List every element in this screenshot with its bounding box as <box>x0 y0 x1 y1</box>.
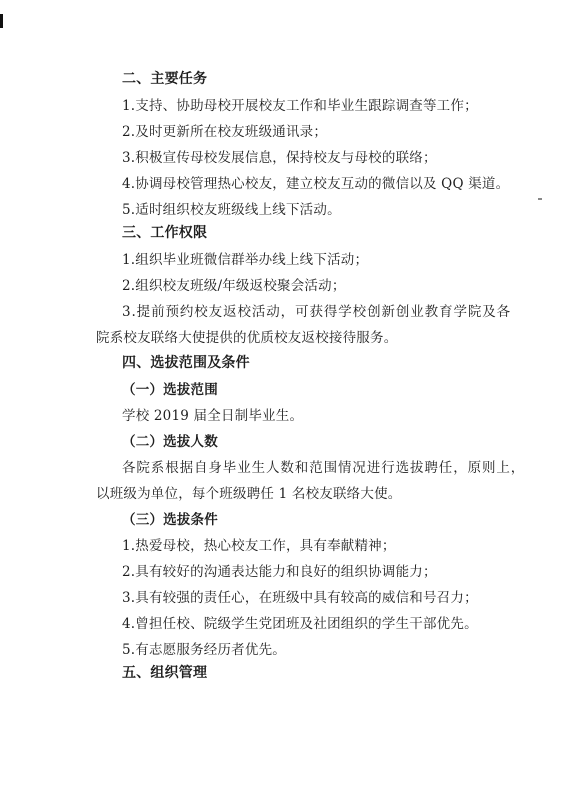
section-heading-selection: 四、选拔范围及条件 <box>122 355 250 371</box>
task-item-3: 3.积极宣传母校发展信息，保持校友与母校的联络； <box>122 150 437 166</box>
authority-item-3-line2: 院系校友联络大使提供的优质校友返校接待服务。 <box>96 330 398 346</box>
scan-speck <box>538 198 542 200</box>
quota-line-2: 以班级为单位，每个班级聘任 1 名校友联络大使。 <box>96 486 402 502</box>
authority-item-3-line1: 3.提前预约校友返校活动，可获得学校创新创业教育学院及各 <box>122 304 512 320</box>
section-heading-tasks: 二、主要任务 <box>122 71 208 87</box>
condition-item-1: 1.热爱母校，热心校友工作，具有奉献精神； <box>122 538 396 554</box>
task-item-1: 1.支持、协助母校开展校友工作和毕业生跟踪调查等工作； <box>122 98 478 114</box>
scan-edge-mark <box>0 14 3 28</box>
authority-item-1: 1.组织毕业班微信群举办线上线下活动； <box>122 252 369 268</box>
condition-item-5: 5.有志愿服务经历者优先。 <box>122 642 286 658</box>
subheading-scope: （一）选拔范围 <box>122 382 218 398</box>
section-heading-management: 五、组织管理 <box>122 665 208 681</box>
task-item-5: 5.适时组织校友班级线上线下活动。 <box>122 202 341 218</box>
condition-item-3: 3.具有较强的责任心，在班级中具有较高的威信和号召力； <box>122 590 478 606</box>
subheading-quota: （二）选拔人数 <box>122 434 218 450</box>
task-item-4: 4.协调母校管理热心校友，建立校友互动的微信以及 QQ 渠道。 <box>122 176 510 192</box>
condition-item-4: 4.曾担任校、院级学生党团班及社团组织的学生干部优先。 <box>122 616 478 632</box>
condition-item-2: 2.具有较好的沟通表达能力和良好的组织协调能力； <box>122 564 437 580</box>
authority-item-2: 2.组织校友班级/年级返校聚会活动； <box>122 278 346 294</box>
quota-line-1: 各院系根据自身毕业生人数和范围情况进行选拔聘任，原则上， <box>122 460 526 476</box>
section-heading-authority: 三、工作权限 <box>122 225 208 241</box>
scope-text: 学校 2019 届全日制毕业生。 <box>122 408 304 424</box>
subheading-conditions: （三）选拔条件 <box>122 512 218 528</box>
task-item-2: 2.及时更新所在校友班级通讯录； <box>122 124 328 140</box>
